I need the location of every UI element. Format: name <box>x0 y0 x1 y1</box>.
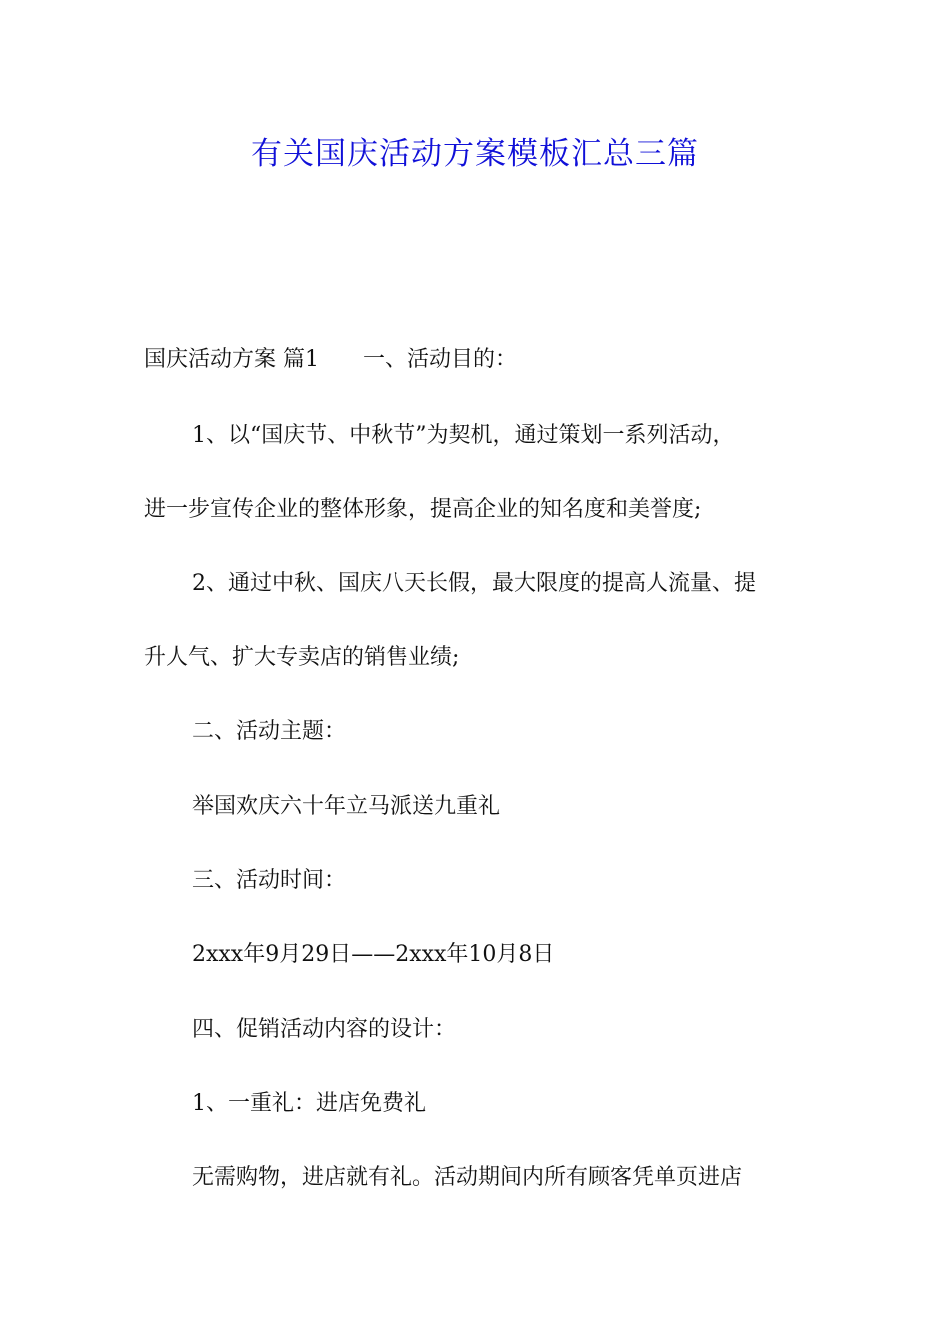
paragraph-line: 无需购物，进店就有礼。活动期间内所有顾客凭单页进店 <box>192 1165 743 1190</box>
document-title: 有关国庆活动方案模板汇总三篇 <box>251 136 699 172</box>
paragraph-line: 1、一重礼：进店免费礼 <box>192 1091 426 1116</box>
paragraph-line: 2、通过中秋、国庆八天长假，最大限度的提高人流量、提 <box>192 571 756 596</box>
section-one-heading: 一、活动目的： <box>363 347 518 372</box>
paragraph-line: 举国欢庆六十年立马派送九重礼 <box>192 794 501 819</box>
paragraph-line: 进一步宣传企业的整体形象，提高企业的知名度和美誉度; <box>144 497 702 522</box>
section-heading: 二、活动主题： <box>192 719 347 744</box>
paragraph-line: 1、以“国庆节、中秋节”为契机，通过策划一系列活动， <box>192 423 735 448</box>
section-heading: 四、促销活动内容的设计： <box>192 1017 457 1042</box>
plan-heading: 国庆活动方案 篇1 <box>144 347 319 372</box>
section-heading-line <box>144 340 814 380</box>
paragraph-line: 升人气、扩大专卖店的销售业绩; <box>144 645 460 670</box>
paragraph-line: 2xxx年9月29日——2xxx年10月8日 <box>192 942 555 967</box>
section-heading: 三、活动时间： <box>192 868 347 893</box>
